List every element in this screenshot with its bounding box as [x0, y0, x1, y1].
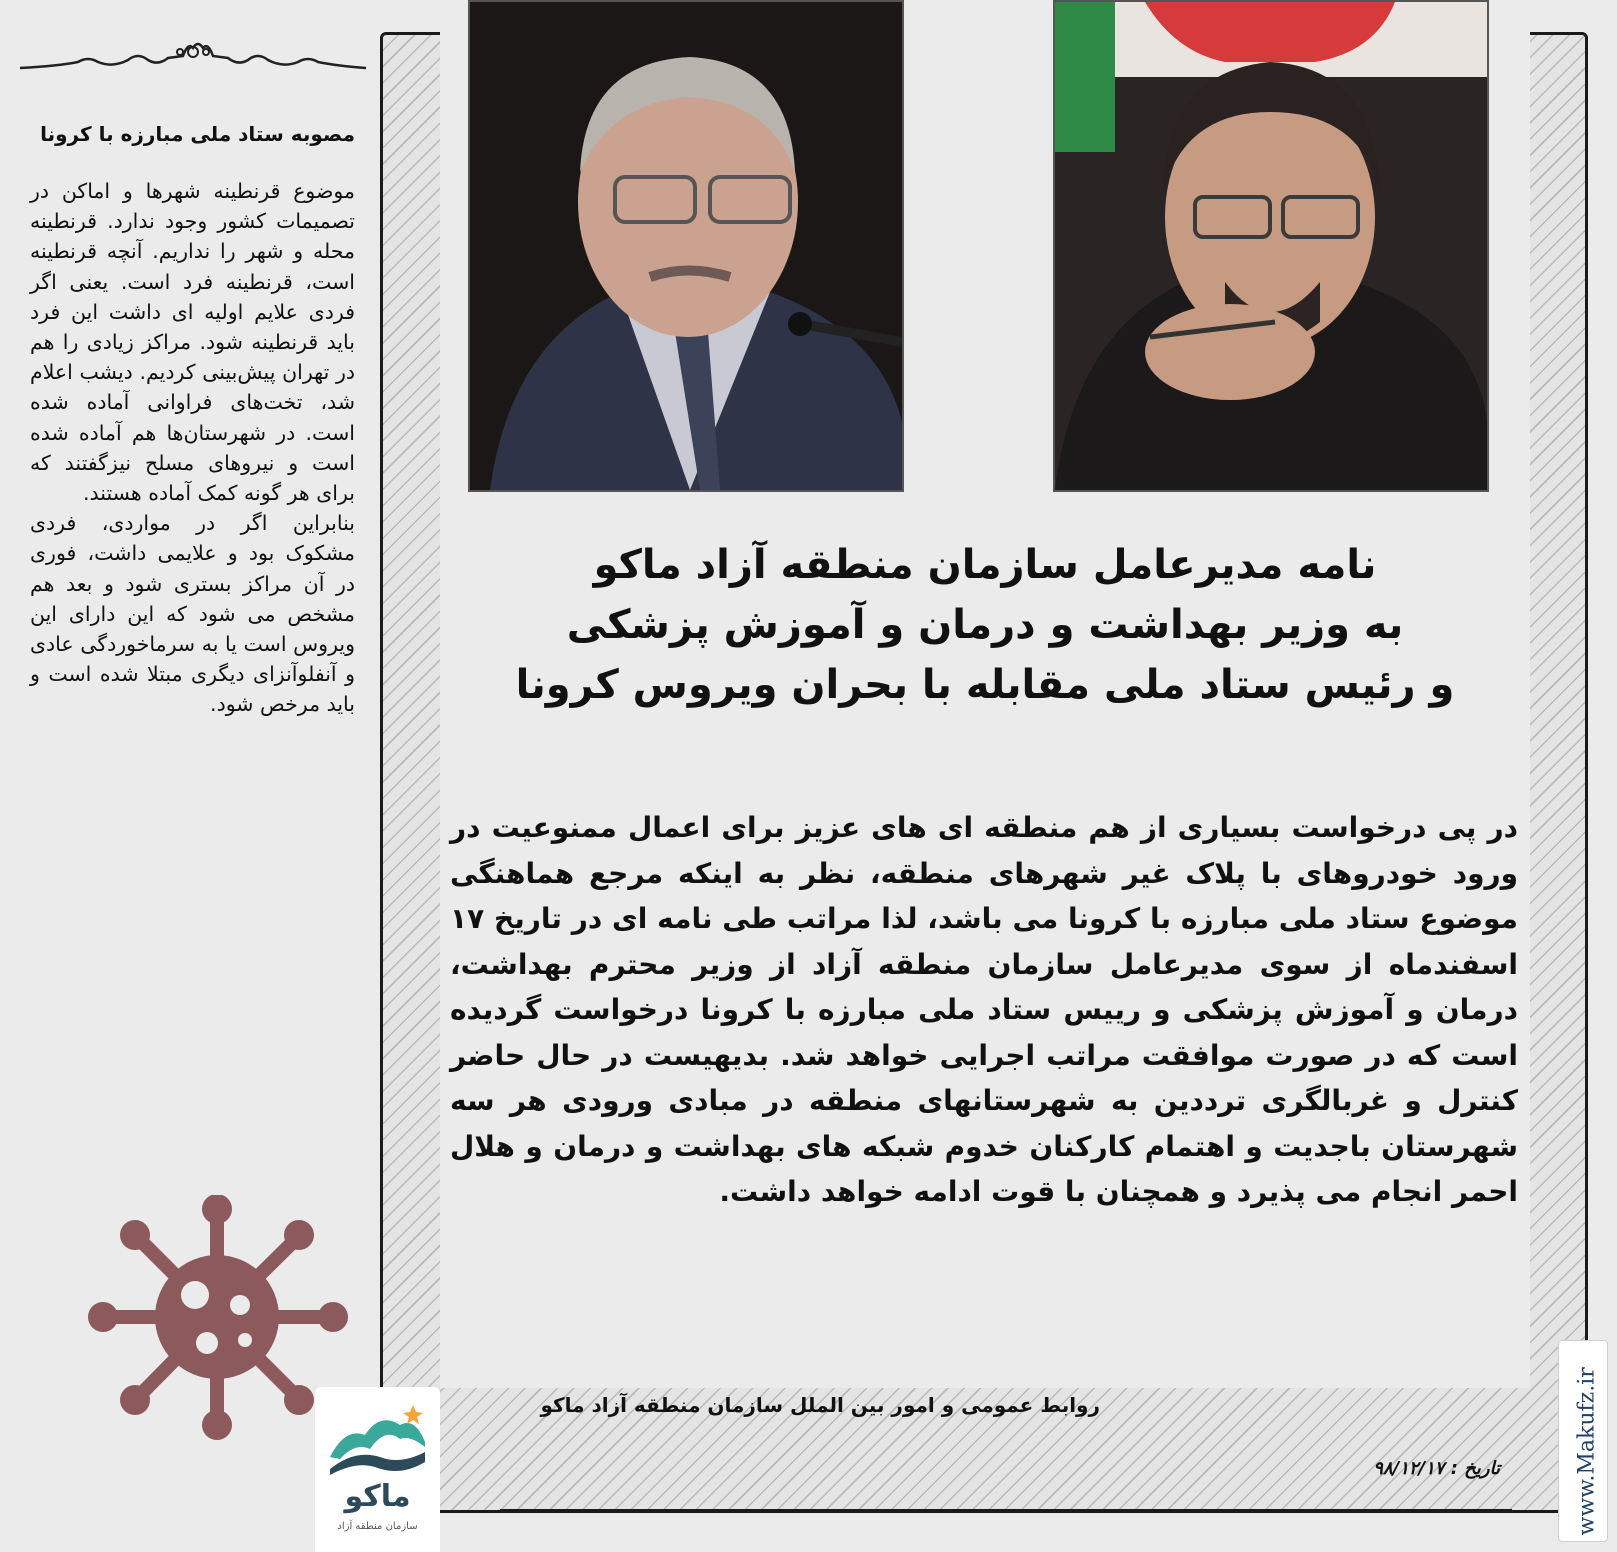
- signature: روابط عمومی و امور بین الملل سازمان منطقه آزاد ماکو: [540, 1393, 1100, 1417]
- headline: [450, 535, 1520, 715]
- headline-line: به وزیر بهداشت و درمان و آموزش پزشکی: [566, 602, 1404, 648]
- date: تاریخ : ۹۸/۱۲/۱۷: [1373, 1458, 1500, 1479]
- headline-line: نامه مدیرعامل سازمان منطقه آزاد ماکو: [593, 542, 1377, 588]
- virus-icon: [85, 1195, 350, 1440]
- ornamental-divider: [18, 38, 368, 78]
- letter-body: در پی درخواست بسیاری از هم منطقه ای های عزیز برای اعمال ممنوعیت در ورود خودروهای با پلاک غیر شهرهای منطقه، نظر به اینکه مرجع هماهنگی موضوع ستاد ملی مبارزه با کرونا می باشد، لذا مراتب طی نامه ای در تاریخ ۱۷ اسفندماه از سوی مدیرعامل سازمان منطقه آزاد از وزیر محترم بهداشت، درمان و آموزش پزشکی و رییس ستاد ملی مبارزه با کرونا درخواست گردیده است که در صورت موافقت مراتب اجرایی خواهد شد. بدیهیست در حال حاضر کنترل و غربالگری ترددین به شهرستانهای منطقه در مبادی ورودی هر سه شهرستان باجدیت و اهتمام کارکنان خدوم شبکه های بهداشت و درمان و هلال احمر انجام می پذیرد و همچنان با قوت ادامه خواهد داشت.: [450, 811, 1518, 1208]
- headline-line: و رئیس ستاد ملی مقابله با بحران ویروس کرونا: [515, 662, 1455, 708]
- sidebar-paragraph: موضوع قرنطینه شهرها و اماکن در تصمیمات کشور وجود ندارد. قرنطینه محله و شهر را نداریم. آنچه قرنطینه است، قرنطینه فرد است. یعنی اگر فردی علایم اولیه ای داشت این فرد باید قرنطینه شود. مراکز زیادی را هم در تهران پیش‌بینی کردیم. دیشب اعلام شد، تخت‌های فراوانی آماده شده است. در شهرستان‌ها هم آماده شده است و نیروهای مسلح نیزگفتند که برای هر گونه کمک آماده هستند.: [30, 179, 355, 506]
- sidebar-paragraph: بنابراین اگر در مواردی، فردی مشکوک بود و علایمی داشت، فوری در آن مراکز بستری شود و بعد هم مشخص می شود که این دارای این ویروس است یا به سرماخوردگی عادی و آنفلوآنزای دیگری مبتلا شده است و باید مرخص شود.: [30, 511, 355, 717]
- photo-health-minister: [468, 0, 904, 492]
- bottom-divider: [500, 1509, 1512, 1512]
- maku-logo: [315, 1387, 440, 1552]
- logo-name: ماکو: [344, 1479, 411, 1514]
- logo-subtitle: سازمان منطقه آزاد: [337, 1521, 418, 1532]
- website-link[interactable]: www.Makufz.ir: [1574, 1367, 1600, 1536]
- photo-free-zone-ceo: [1053, 0, 1489, 492]
- sidebar-body: [30, 176, 355, 720]
- mountain-logo-icon: [325, 1397, 430, 1477]
- sidebar-title: مصوبه ستاد ملی مبارزه با کرونا: [40, 122, 355, 146]
